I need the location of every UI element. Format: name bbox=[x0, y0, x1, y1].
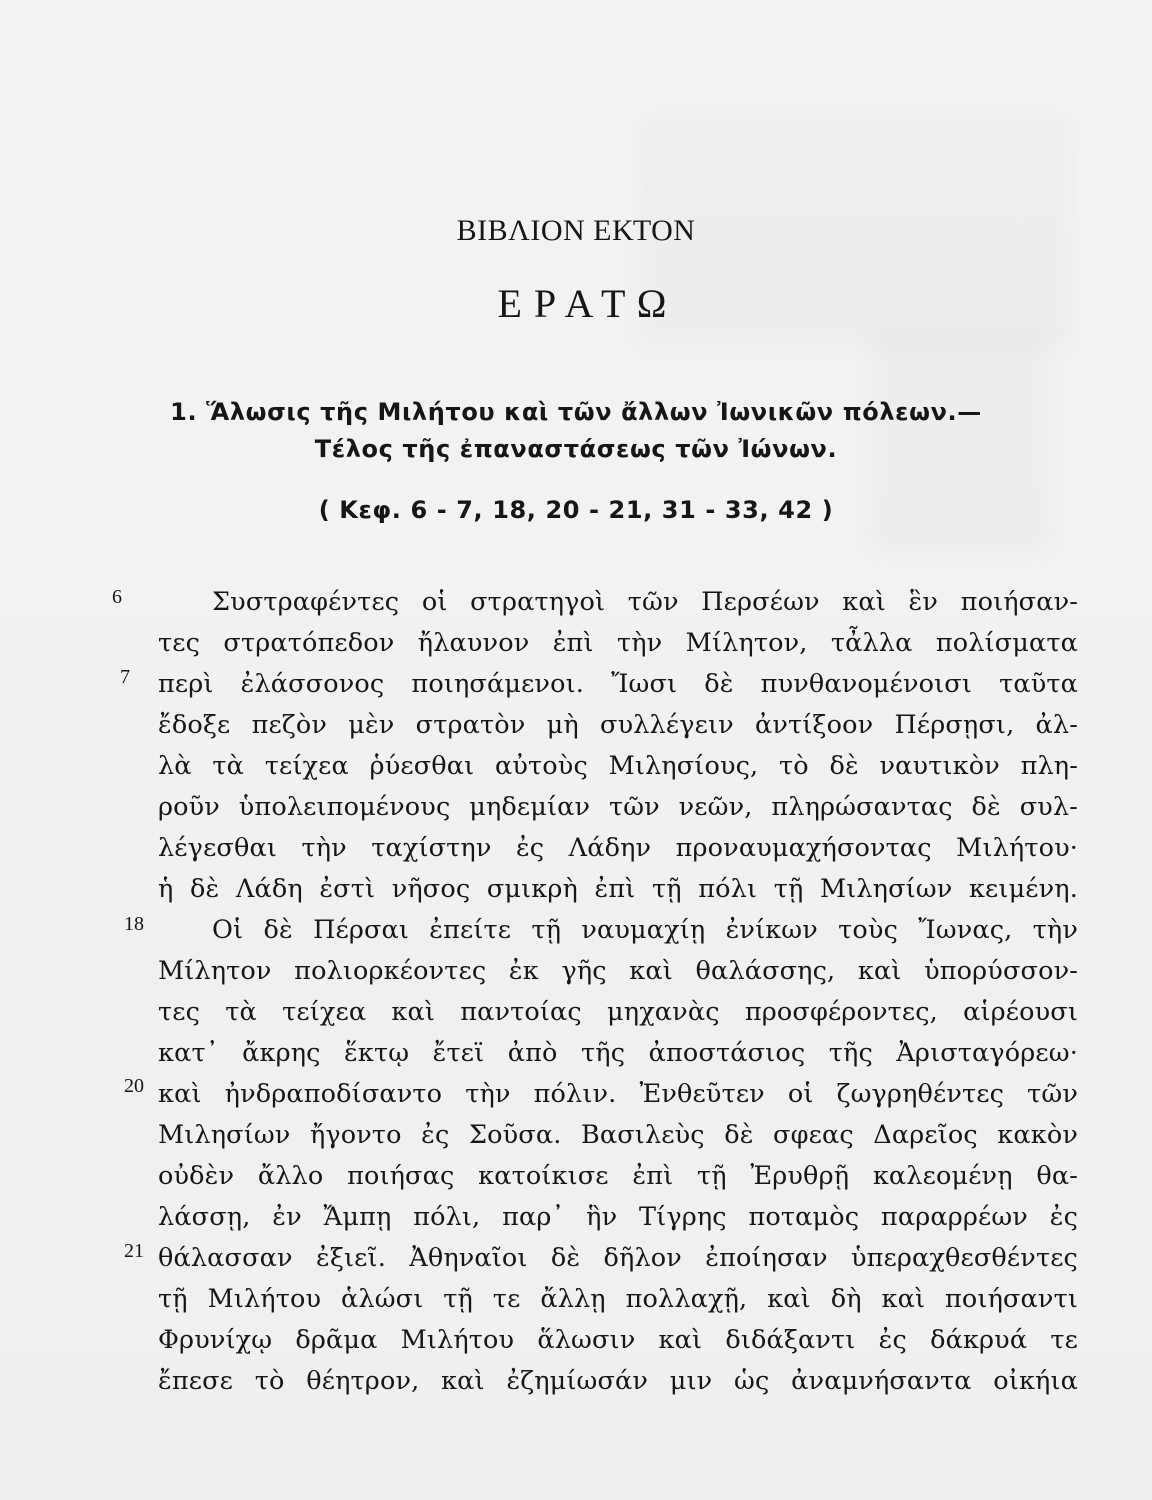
text-line: ἡ δὲ Λάδη ἐστὶ νῆσος σμικρὴ ἐπὶ τῇ πόλι τῇ Μιλησίων κειμένη. bbox=[158, 874, 1078, 904]
section-heading-line-2: Τέλος τῆς ἐπαναστάσεως τῶν Ἰώνων. bbox=[314, 435, 838, 463]
text-line: καὶ ἠνδραποδίσαντο τὴν πόλιν. Ἐνθεῦτεν οἱ ζωγρηθέντες τῶν bbox=[158, 1079, 1078, 1109]
section-heading-line-1: 1. Ἅλωσις τῆς Μιλήτου καὶ τῶν ἄλλων Ἰωνικῶν πόλεων.— bbox=[170, 398, 982, 426]
text-line: Μίλητον πολιορκέοντες ἐκ γῆς καὶ θαλάσσης, καὶ ὑπορύσσον- bbox=[158, 956, 1078, 986]
margin-number: 18 bbox=[124, 913, 144, 935]
text-line: θάλασσαν ἐξιεῖ. Ἀθηναῖοι δὲ δῆλον ἐποίησαν ὑπεραχθεσθέντες bbox=[158, 1243, 1078, 1273]
book-title: ΒΙΒΛΙΟΝ ΕΚΤΟΝ bbox=[456, 214, 696, 247]
text-line: λάσσῃ, ἐν Ἄμπῃ πόλι, παρ᾽ ἣν Τίγρης ποταμὸς παραρρέων ἐς bbox=[158, 1202, 1078, 1232]
text-line: ἔπεσε τὸ θέητρον, καὶ ἐζημίωσάν μιν ὡς ἀναμνήσαντα οἰκήια bbox=[158, 1366, 1078, 1396]
text-line: περὶ ἐλάσσονος ποιησάμενοι. Ἴωσι δὲ πυνθανομένοισι ταῦτα bbox=[158, 669, 1078, 699]
text-line: ἔδοξε πεζὸν μὲν στρατὸν μὴ συλλέγειν ἀντίξοον Πέρσῃσι, ἀλ- bbox=[158, 710, 1078, 740]
text-line: ροῦν ὑπολειπομένους μηδεμίαν τῶν νεῶν, πληρώσαντας δὲ συλ- bbox=[158, 792, 1078, 822]
text-line: οὐδὲν ἄλλο ποιήσας κατοίκισε ἐπὶ τῇ Ἐρυθρῇ καλεομένῃ θα- bbox=[158, 1161, 1078, 1191]
margin-number: 6 bbox=[112, 586, 122, 608]
chapter-range: ( Κεφ. 6 - 7, 18, 20 - 21, 31 - 33, 42 ) bbox=[318, 496, 834, 524]
text-line: Μιλησίων ἤγοντο ἐς Σοῦσα. Βασιλεὺς δὲ σφεας Δαρεῖος κακὸν bbox=[158, 1120, 1078, 1150]
text-line: Οἱ δὲ Πέρσαι ἐπείτε τῇ ναυμαχίῃ ἐνίκων τοὺς Ἴωνας, τὴν bbox=[212, 915, 1078, 945]
book-name: ΕΡΑΤΩ bbox=[497, 281, 679, 326]
text-line: λέγεσθαι τὴν ταχίστην ἐς Λάδην προναυμαχήσοντας Μιλήτου· bbox=[158, 833, 1078, 863]
text-line: τες τὰ τείχεα καὶ παντοίας μηχανὰς προσφέροντες, αἱρέουσι bbox=[158, 997, 1078, 1027]
text-line: τῇ Μιλήτου ἁλώσι τῇ τε ἄλλῃ πολλαχῇ, καὶ δὴ καὶ ποιήσαντι bbox=[158, 1284, 1078, 1314]
text-line: Συστραφέντες οἱ στρατηγοὶ τῶν Περσέων καὶ ἓν ποιήσαν- bbox=[212, 587, 1078, 617]
margin-number: 20 bbox=[124, 1075, 144, 1097]
margin-number: 7 bbox=[120, 666, 130, 688]
margin-number: 21 bbox=[124, 1240, 144, 1262]
text-line: Φρυνίχῳ δρᾶμα Μιλήτου ἅλωσιν καὶ διδάξαντι ἐς δάκρυά τε bbox=[158, 1325, 1078, 1355]
text-line: τες στρατόπεδον ἤλαυνον ἐπὶ τὴν Μίλητον, τἆλλα πολίσματα bbox=[158, 628, 1078, 658]
text-line: λὰ τὰ τείχεα ῥύεσθαι αὐτοὺς Μιλησίους, τὸ δὲ ναυτικὸν πλη- bbox=[158, 751, 1078, 781]
text-line: κατ᾽ ἄκρης ἕκτῳ ἔτεϊ ἀπὸ τῆς ἀποστάσιος τῆς Ἀρισταγόρεω· bbox=[158, 1038, 1078, 1068]
